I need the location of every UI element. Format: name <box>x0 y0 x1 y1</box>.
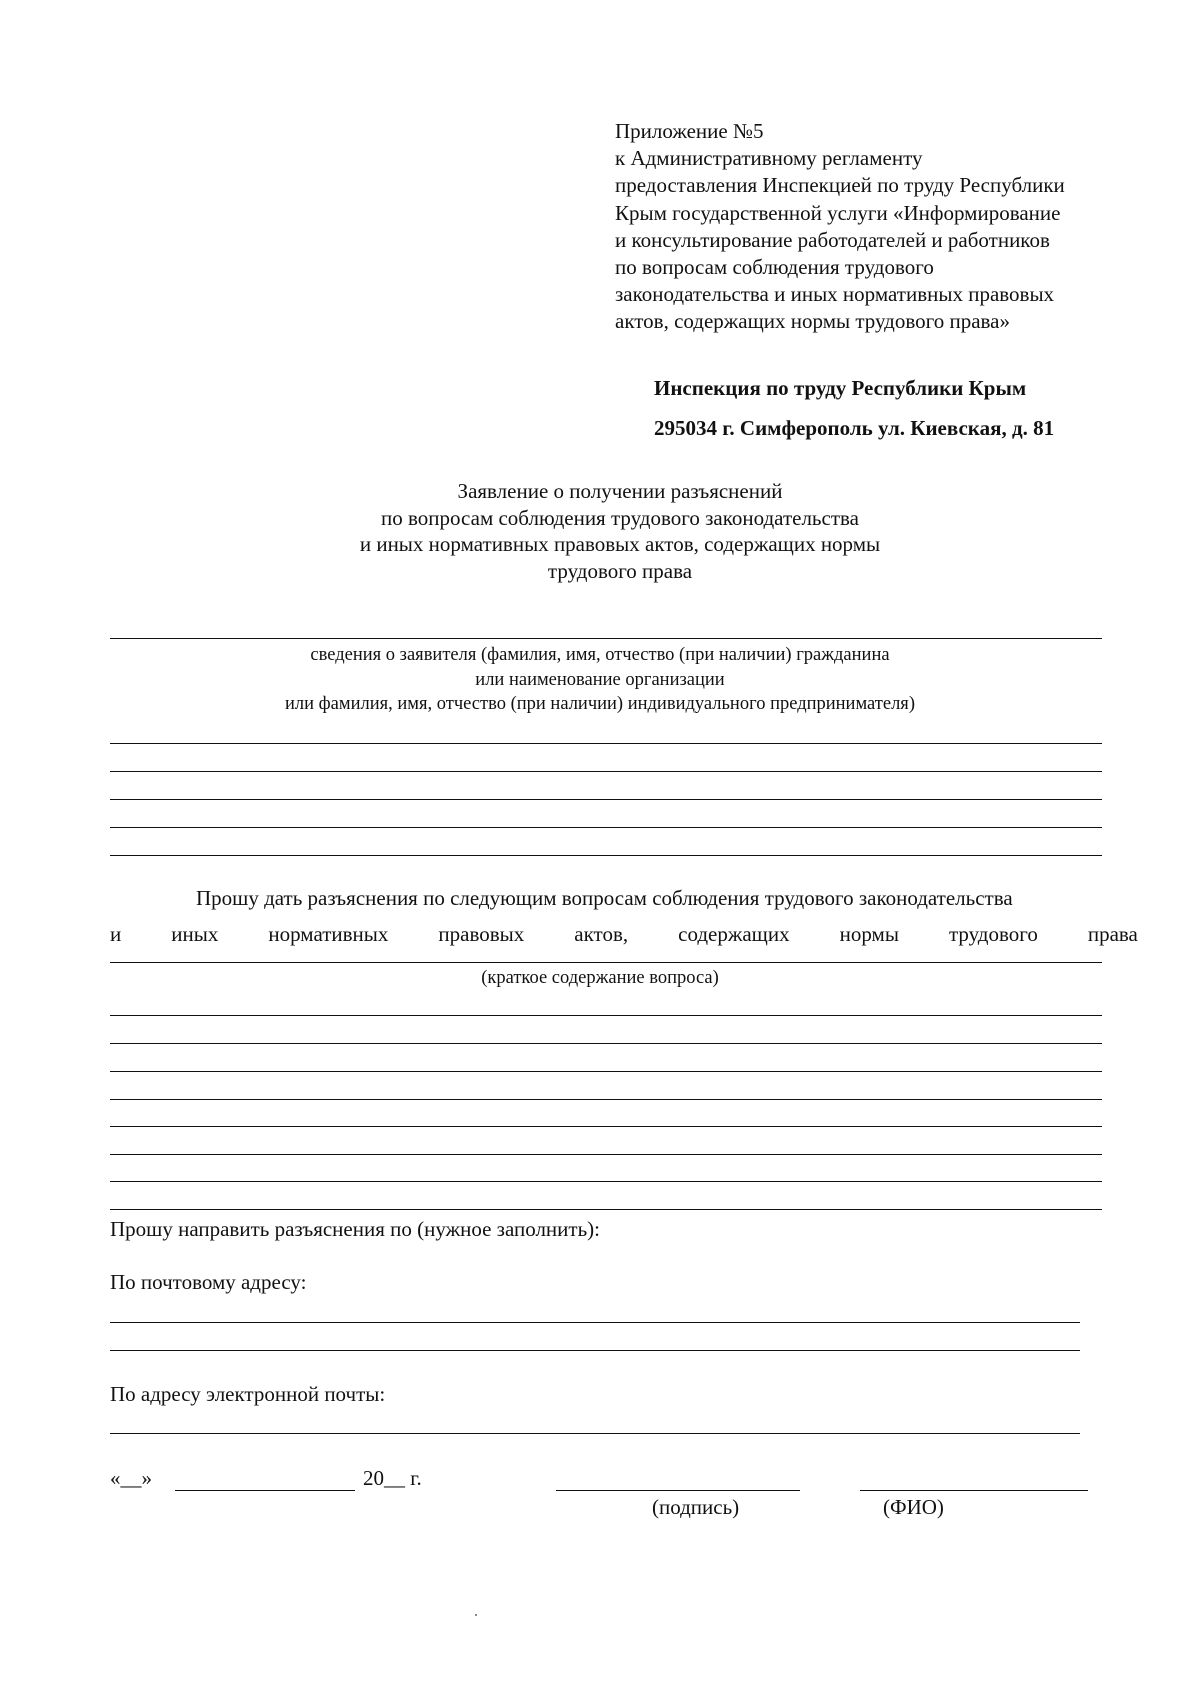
title-line: трудового права <box>547 558 693 583</box>
question-field-line[interactable] <box>110 962 1102 963</box>
question-details-line[interactable] <box>110 1181 1102 1182</box>
request-paragraph <box>110 880 1138 952</box>
appendix-line: и консультирование работодателей и работников <box>615 227 1050 252</box>
applicant-details-line[interactable] <box>110 771 1102 772</box>
caption-line: или наименование организации <box>475 669 725 690</box>
question-caption: (краткое содержание вопроса) <box>481 968 719 988</box>
appendix-line: Приложение №5 <box>615 119 764 143</box>
caption-line: сведения о заявителя (фамилия, имя, отчество (при наличии) гражданина <box>310 645 890 665</box>
question-details-line[interactable] <box>110 1209 1102 1210</box>
appendix-line: к Административному регламенту <box>615 146 923 171</box>
date-day: «__» <box>110 1466 152 1490</box>
question-details-line[interactable] <box>110 1126 1102 1127</box>
date-month-line[interactable] <box>175 1490 355 1491</box>
date-year: 20__ г. <box>363 1466 422 1490</box>
signature-caption: (подпись) <box>652 1495 740 1519</box>
delivery-intro: Прошу направить разъяснения по (нужное заполнить): <box>110 1217 600 1241</box>
request-line-justified <box>110 916 1138 952</box>
full-name-caption: (ФИО) <box>883 1495 944 1519</box>
title-line: по вопросам соблюдения трудового законодательства <box>381 505 859 530</box>
question-details-line[interactable] <box>110 1015 1102 1016</box>
applicant-caption <box>200 643 1000 717</box>
request-word: и <box>110 922 122 946</box>
postal-address-label: По почтовому адресу: <box>110 1270 307 1294</box>
applicant-details-line[interactable] <box>110 827 1102 828</box>
document-title <box>300 478 940 584</box>
recipient-block <box>654 376 1054 441</box>
appendix-line: законодательства и иных нормативных правовых <box>615 282 1055 307</box>
signature-line[interactable] <box>556 1490 800 1491</box>
question-details-line[interactable] <box>110 1071 1102 1072</box>
caption-line: или фамилия, имя, отчество (при наличии) индивидуального предпринимателя) <box>285 694 915 714</box>
full-name-line[interactable] <box>860 1490 1088 1491</box>
request-word: правовых <box>438 922 525 946</box>
request-word: нормы <box>839 922 899 946</box>
title-line: и иных нормативных правовых актов, содержащих нормы <box>359 532 881 556</box>
appendix-line: предоставления Инспекцией по труду Республики <box>615 173 1065 198</box>
request-line: Прошу дать разъяснения по следующим вопросам соблюдения трудового законодательства <box>196 886 1013 910</box>
request-word: иных <box>171 922 219 946</box>
request-word: нормативных <box>268 922 389 946</box>
applicant-details-line[interactable] <box>110 743 1102 744</box>
applicant-details-line[interactable] <box>110 855 1102 856</box>
request-word: содержащих <box>678 922 790 946</box>
question-details-line[interactable] <box>110 1043 1102 1044</box>
postal-address-line[interactable] <box>110 1322 1080 1323</box>
applicant-field-line[interactable] <box>110 638 1102 639</box>
scan-speck <box>475 1614 477 1616</box>
appendix-line: актов, содержащих нормы трудового права» <box>615 309 1010 334</box>
appendix-block <box>615 118 1175 336</box>
title-line: Заявление о получении разъяснений <box>457 479 783 503</box>
email-address-label: По адресу электронной почты: <box>110 1382 386 1406</box>
applicant-details-line[interactable] <box>110 799 1102 800</box>
postal-address-line[interactable] <box>110 1350 1080 1351</box>
request-word: актов, <box>574 922 629 946</box>
request-word: права <box>1087 922 1138 946</box>
recipient-address: 295034 г. Симферополь ул. Киевская, д. 81 <box>654 416 1055 440</box>
email-address-line[interactable] <box>110 1433 1080 1434</box>
recipient-name: Инспекция по труду Республики Крым <box>654 376 1027 400</box>
question-details-line[interactable] <box>110 1099 1102 1100</box>
appendix-line: Крым государственной услуги «Информирование <box>615 200 1061 225</box>
request-word: трудового <box>948 922 1038 946</box>
question-details-line[interactable] <box>110 1154 1102 1155</box>
appendix-line: по вопросам соблюдения трудового <box>615 255 934 280</box>
